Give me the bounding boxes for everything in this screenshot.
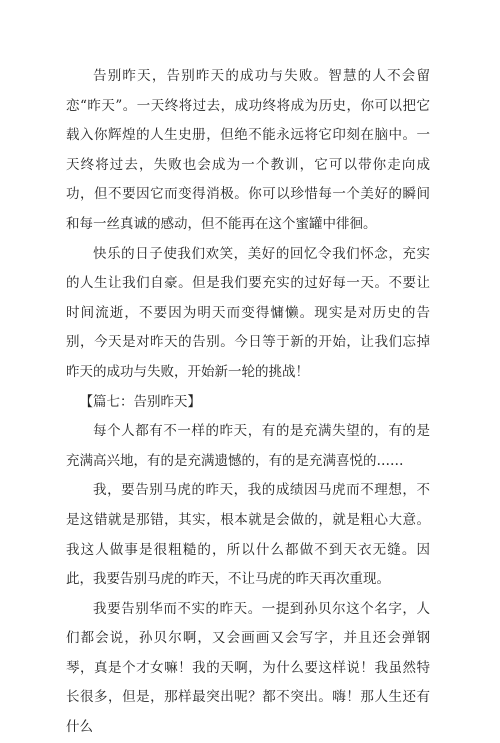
paragraph-different-yesterdays: 每个人都有不一样的昨天，有的是充满失望的，有的是充满高兴地，有的是充满遗憾的，有的是充满喜悦的…… [66, 423, 430, 469]
paragraph-happy-days: 快乐的日子使我们欢笑，美好的回忆令我们怀念，充实的人生让我们自豪。但是我们要充实的过好每一天。不要让时间流逝，不要因为明天而变得慵懒。现实是对历史的告别，今天是对昨天的告别。今日等于新的开始，让我们忘掉昨天的成功与失败，开始新一轮的挑战！ [66, 245, 430, 380]
paragraph-careless-yesterday: 我，要告别马虎的昨天，我的成绩因马虎而不理想，不是这错就是那错，其实，根本就是会做的，就是粗心大意。我这人做事是很粗糙的，所以什么都做不到天衣无缝。因此，我要告别马虎的昨天，不让马虎的昨天再次重现。 [66, 482, 430, 588]
paragraph-farewell-success-failure: 告别昨天，告别昨天的成功与失败。智慧的人不会留恋“昨天”。一天终将过去，成功终将成为历史，你可以把它载入你辉煌的人生史册，但绝不能永远将它印刻在脑中。一天终将过去，失败也会成为一个教训，它可以带你走向成功，但不要因它而变得消极。你可以珍惜每一个美好的瞬间和每一丝真诚的感动，但不能再在这个蜜罐中徘徊。 [66, 68, 430, 232]
paragraph-flashy-yesterday: 我要告别华而不实的昨天。一提到孙贝尔这个名字，人们都会说，孙贝尔啊，又会画画又会写字，并且还会弹钢琴，真是个才女嘛！我的天啊，为什么要这样说！我虽然特长很多，但是，那样最突出呢？都不突出。嗨！那人生还有什么 [66, 600, 430, 736]
section-heading: 【篇七：告别昨天】 [79, 393, 201, 410]
document-page [66, 62, 430, 743]
